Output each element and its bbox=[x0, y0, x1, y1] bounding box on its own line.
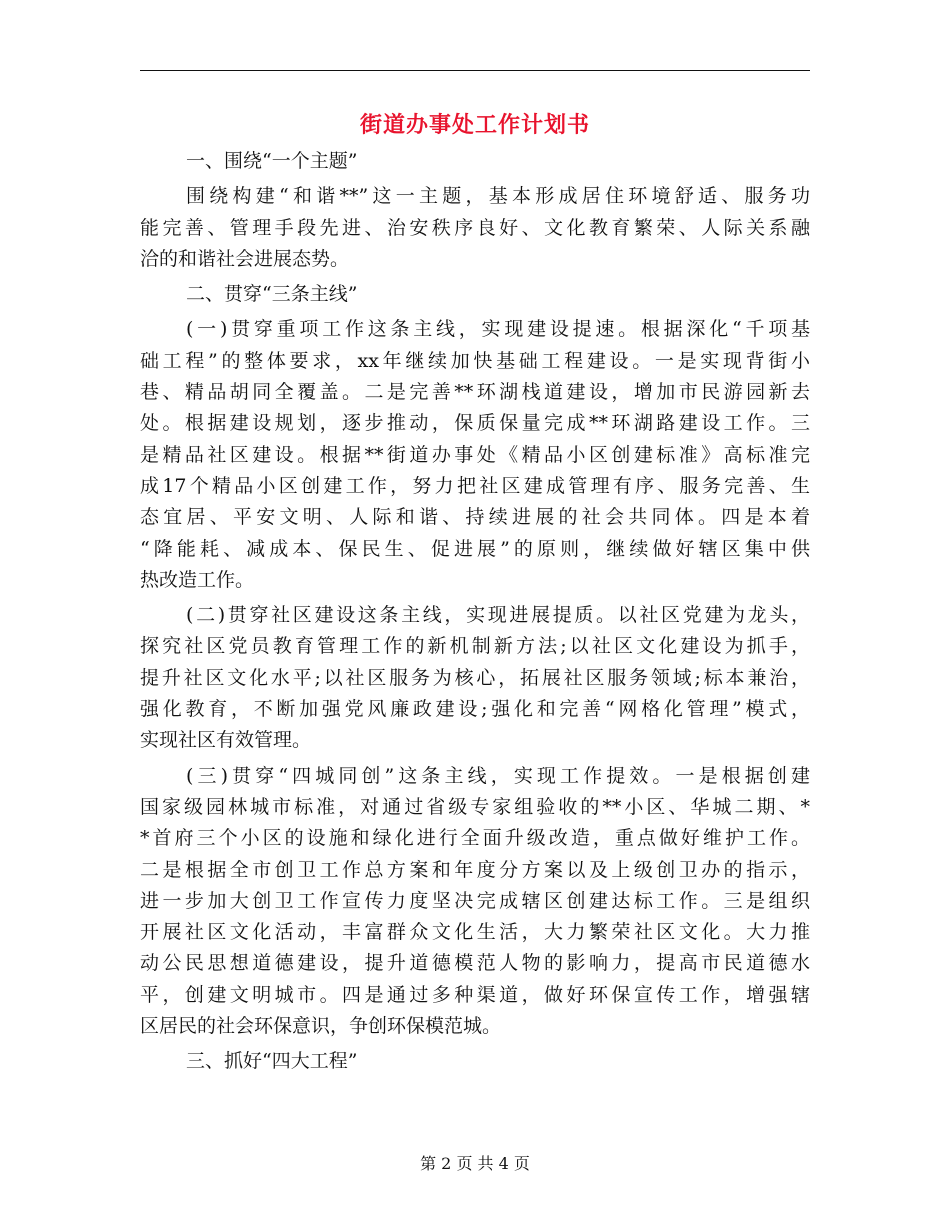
text-line: 开展社区文化活动，丰富群众文化生活，大力繁荣社区文化。大力推 bbox=[140, 921, 810, 944]
text-line: (三)贯穿“四城同创”这条主线，实现工作提效。一是根据创建 bbox=[186, 764, 810, 787]
text-line: 成17个精品小区创建工作，努力把社区建成管理有序、服务完善、生 bbox=[140, 474, 810, 497]
text-line: 洽的和谐社会进展态势。 bbox=[140, 247, 350, 270]
text-line: 二是根据全市创卫工作总方案和年度分方案以及上级创卫办的指示， bbox=[140, 858, 810, 881]
text-line: 二、贯穿“三条主线” bbox=[186, 283, 358, 306]
text-line: (二)贯穿社区建设这条主线，实现进展提质。以社区党建为龙头， bbox=[186, 604, 810, 627]
text-line: 能完善、管理手段先进、治安秩序良好、文化教育繁荣、人际关系融 bbox=[140, 216, 810, 239]
text-line: 一、围绕“一个主题” bbox=[186, 150, 358, 172]
text-line: 平，创建文明城市。四是通过多种渠道，做好环保宣传工作，增强辖 bbox=[140, 983, 810, 1006]
paragraph bbox=[140, 181, 810, 275]
paragraph bbox=[140, 279, 810, 310]
text-line: (一)贯穿重项工作这条主线，实现建设提速。根据深化“千项基 bbox=[186, 318, 810, 341]
text-line: 态宜居、平安文明、人际和谐、持续进展的社会共同体。四是本着 bbox=[140, 506, 810, 529]
text-line: 区居民的社会环保意识，争创环保模范城。 bbox=[140, 1015, 502, 1038]
header-rule bbox=[140, 70, 810, 71]
paragraph bbox=[140, 1046, 810, 1077]
page-number: 第 2 页 共 4 页 bbox=[420, 1154, 530, 1173]
text-line: 热改造工作。 bbox=[140, 568, 255, 591]
paragraph-gap bbox=[140, 1078, 810, 1082]
text-line: 三、抓好“四大工程” bbox=[186, 1050, 358, 1073]
text-line: *首府三个小区的设施和绿化进行全面升级改造，重点做好维护工作。 bbox=[140, 827, 810, 850]
document-body bbox=[140, 146, 810, 1082]
text-line: 动公民思想道德建设，提升道德模范人物的影响力，提高市民道德水 bbox=[140, 952, 810, 975]
document-title: 街道办事处工作计划书 bbox=[359, 112, 590, 138]
text-line: 围绕构建“和谐**”这一主题，基本形成居住环境舒适、服务功 bbox=[186, 185, 810, 208]
text-line: 强化教育，不断加强党风廉政建设;强化和完善“网格化管理”模式， bbox=[140, 698, 810, 721]
text-line: 实现社区有效管理。 bbox=[140, 729, 312, 752]
text-line: 探究社区党员教育管理工作的新机制新方法;以社区文化建设为抓手， bbox=[140, 635, 810, 658]
paragraph bbox=[140, 761, 810, 1043]
text-line: 进一步加大创卫工作宣传力度坚决完成辖区创建达标工作。三是组织 bbox=[140, 889, 810, 912]
text-line: 巷、精品胡同全覆盖。二是完善**环湖栈道建设，增加市民游园新去 bbox=[140, 381, 810, 404]
text-line: “降能耗、减成本、保民生、促进展”的原则，继续做好辖区集中供 bbox=[140, 537, 810, 560]
text-line: 处。根据建设规划，逐步推动，保质保量完成**环湖路建设工作。三 bbox=[140, 412, 810, 435]
text-line: 国家级园林城市标准，对通过省级专家组验收的**小区、华城二期、* bbox=[140, 795, 810, 818]
text-line: 础工程”的整体要求，xx年继续加快基础工程建设。一是实现背街小 bbox=[140, 349, 810, 372]
paragraph bbox=[140, 146, 810, 177]
paragraph bbox=[140, 314, 810, 596]
paragraph bbox=[140, 600, 810, 756]
text-line: 提升社区文化水平;以社区服务为核心，拓展社区服务领域;标本兼治， bbox=[140, 666, 810, 689]
text-line: 是精品社区建设。根据**街道办事处《精品小区创建标准》高标准完 bbox=[140, 443, 810, 466]
